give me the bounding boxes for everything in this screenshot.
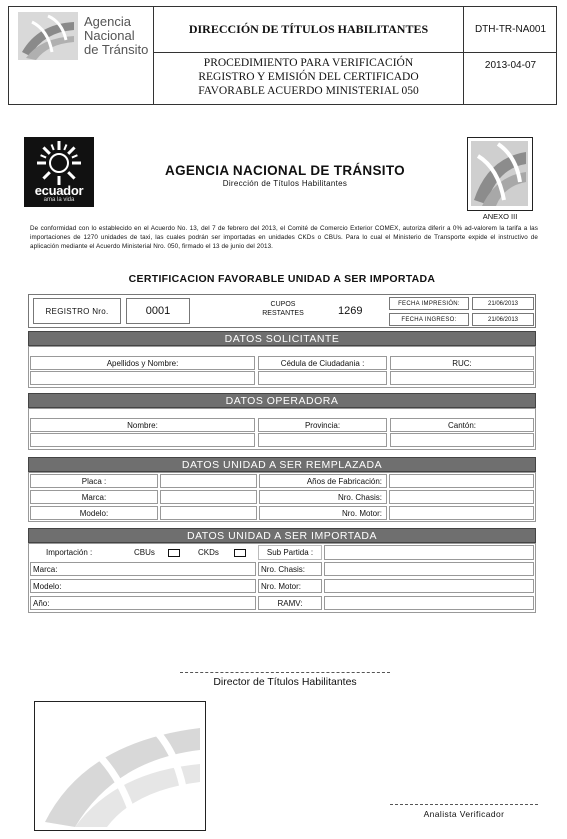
reemplazada-placa-label-cell — [30, 474, 158, 488]
agency-title: AGENCIA NACIONAL DE TRÁNSITO — [165, 163, 405, 178]
reemplazada-anios-label-cell — [259, 474, 387, 488]
ecuador-logo — [24, 137, 94, 207]
fecha-ingreso-label-box — [389, 313, 469, 326]
importada-motor-label: Nro. Motor: — [261, 581, 302, 591]
annex-label: ANEXO III — [482, 212, 518, 221]
fecha-ingreso-value-box — [472, 313, 534, 326]
importada-modelo-cell[interactable] — [30, 579, 256, 593]
registro-value-box — [126, 298, 190, 324]
registro-label: REGISTRO Nro. — [45, 306, 109, 316]
operadora-canton-label-cell — [390, 418, 534, 432]
operadora-provincia-label: Provincia: — [304, 420, 341, 430]
reemplazada-modelo-label: Modelo: — [79, 508, 109, 518]
solicitante-name-value[interactable] — [30, 371, 255, 385]
registro-value: 0001 — [145, 305, 171, 317]
analista-signature-label: Analista Verificador — [423, 809, 505, 819]
reemplazada-modelo-label-cell — [30, 506, 158, 520]
reemplazada-motor-label: Nro. Motor: — [341, 508, 382, 518]
operadora-band: DATOS OPERADORA — [28, 393, 536, 408]
ckds-checkbox[interactable] — [234, 549, 246, 557]
solicitante-name-label-cell — [30, 356, 255, 370]
importada-anio-cell[interactable] — [30, 596, 256, 610]
importada-ramv-label-cell — [258, 596, 322, 610]
fecha-impresion-value-box — [472, 297, 534, 310]
fecha-ingreso-label: FECHA INGRESO: — [401, 316, 457, 323]
importada-chasis-label: Nro. Chasis: — [261, 564, 306, 574]
importada-marca-cell[interactable] — [30, 562, 256, 576]
procedure-line3: FAVORABLE ACUERDO MINISTERIAL 050 — [198, 85, 419, 97]
fecha-impresion-label: FECHA IMPRESIÓN: — [398, 300, 460, 307]
director-signature-line — [180, 672, 390, 673]
ecuador-logo-sub: ama la vida — [43, 197, 75, 203]
cupos-label-1: CUPOS — [270, 301, 296, 308]
reemplazada-marca-value[interactable] — [160, 490, 257, 504]
cupos-label-2: RESTANTES — [262, 310, 304, 317]
sub-partida-value[interactable] — [324, 545, 534, 560]
cbus-checkbox[interactable] — [168, 549, 180, 557]
certificate-heading: CERTIFICACION FAVORABLE UNIDAD A SER IMPORTADA — [128, 273, 436, 285]
importacion-label: Importación : — [46, 548, 93, 557]
importada-chasis-label-cell — [258, 562, 322, 576]
ant-logo-line1: Agencia — [84, 14, 131, 29]
reemplazada-marca-label-cell — [30, 490, 158, 504]
ant-logo-line3: de Tránsito — [84, 42, 149, 57]
importada-chasis-value[interactable] — [324, 562, 534, 576]
fecha-ingreso-value: 21/06/2013 — [487, 316, 519, 323]
solicitante-cedula-label-cell — [258, 356, 387, 370]
header-procedure — [154, 56, 463, 98]
solicitante-ruc-label: RUC: — [452, 358, 472, 368]
importada-band: DATOS UNIDAD A SER IMPORTADA — [28, 528, 536, 543]
operadora-provincia-value[interactable] — [258, 433, 387, 447]
ant-watermark-icon — [35, 702, 204, 829]
solicitante-name-label: Apellidos y Nombre: — [106, 358, 179, 368]
header-code: DTH-TR-NA001 — [474, 23, 547, 35]
solicitante-cedula-value[interactable] — [258, 371, 387, 385]
director-signature-label: Director de Títulos Habilitantes — [213, 676, 357, 688]
header-divider-h — [153, 52, 557, 53]
header-date: 2013-04-07 — [484, 60, 537, 71]
ecuador-sun-icon — [24, 137, 94, 185]
reemplazada-chasis-value[interactable] — [389, 490, 534, 504]
reemplazada-placa-label: Placa : — [81, 476, 107, 486]
legal-paragraph: De conformidad con lo establecido en el Acuerdo No. 13, del 7 de febrero del 2013, el Comité de Comercio Exterior COMEX, autoriza diferir a 0% ad-valorem la tarifa a las importaciones de 1270 unidades de taxi, las cuales podrán ser importadas en unidades CKDs o CBUs. Para lo cual el Ministerio de Transporte expide el instructivo de aplicación mediante el Acuerdo Ministerial Nro. 050, firmado el 13 de junio del 2013. — [30, 225, 538, 251]
importada-modelo-label: Modelo: — [33, 581, 62, 591]
fecha-impresion-label-box — [389, 297, 469, 310]
reemplazada-chasis-label: Nro. Chasis: — [337, 492, 382, 502]
ant-logo-icon — [18, 12, 78, 60]
reemplazada-placa-value[interactable] — [160, 474, 257, 488]
importada-ramv-label: RAMV: — [277, 598, 303, 608]
reemplazada-anios-label: Años de Fabricación: — [306, 476, 382, 486]
ant-logo-text — [84, 15, 148, 57]
ckds-label: CKDs — [198, 548, 219, 557]
operadora-nombre-value[interactable] — [30, 433, 255, 447]
reemplazada-motor-label-cell — [259, 506, 387, 520]
importada-motor-label-cell — [258, 579, 322, 593]
ecuador-logo-text: ecuador — [34, 183, 84, 198]
fecha-impresion-value: 21/06/2013 — [487, 300, 519, 307]
operadora-canton-label: Cantón: — [447, 420, 477, 430]
solicitante-band: DATOS SOLICITANTE — [28, 331, 536, 346]
agency-subtitle: Dirección de Títulos Habilitantes — [222, 179, 348, 188]
annex-logo — [467, 137, 533, 211]
reemplazada-modelo-value[interactable] — [160, 506, 257, 520]
cupos-label — [258, 300, 308, 318]
solicitante-ruc-value[interactable] — [390, 371, 534, 385]
operadora-provincia-label-cell — [258, 418, 387, 432]
procedure-line1: PROCEDIMIENTO PARA VERIFICACIÓN — [203, 57, 414, 69]
importada-anio-label: Año: — [33, 598, 50, 608]
reemplazada-motor-value[interactable] — [389, 506, 534, 520]
ant-logo-line2: Nacional — [84, 28, 135, 43]
operadora-nombre-label-cell — [30, 418, 255, 432]
operadora-nombre-label: Nombre: — [127, 420, 158, 430]
reemplazada-anios-value[interactable] — [389, 474, 534, 488]
cbus-label: CBUs — [134, 548, 155, 557]
cupos-value: 1269 — [338, 305, 363, 317]
reemplazada-chasis-label-cell — [259, 490, 387, 504]
operadora-canton-value[interactable] — [390, 433, 534, 447]
solicitante-cedula-label: Cédula de Ciudadania : — [280, 358, 365, 368]
watermark-frame — [34, 701, 206, 831]
importada-marca-label: Marca: — [33, 564, 58, 574]
ant-road-icon — [468, 138, 531, 209]
registro-label-box — [33, 298, 121, 324]
sub-partida-label: Sub Partida : — [266, 548, 314, 557]
importacion-row — [30, 545, 255, 560]
reemplazada-band: DATOS UNIDAD A SER REMPLAZADA — [28, 457, 536, 472]
reemplazada-marca-label: Marca: — [81, 492, 107, 502]
importada-motor-value[interactable] — [324, 579, 534, 593]
analista-signature-line — [390, 804, 538, 805]
solicitante-ruc-label-cell — [390, 356, 534, 370]
ant-logo — [18, 12, 78, 60]
header-title: DIRECCIÓN DE TÍTULOS HABILITANTES — [188, 21, 429, 36]
procedure-line2: REGISTRO Y EMISIÓN DEL CERTIFICADO — [198, 71, 419, 83]
importada-ramv-value[interactable] — [324, 596, 534, 610]
sub-partida-label-cell — [258, 545, 322, 560]
